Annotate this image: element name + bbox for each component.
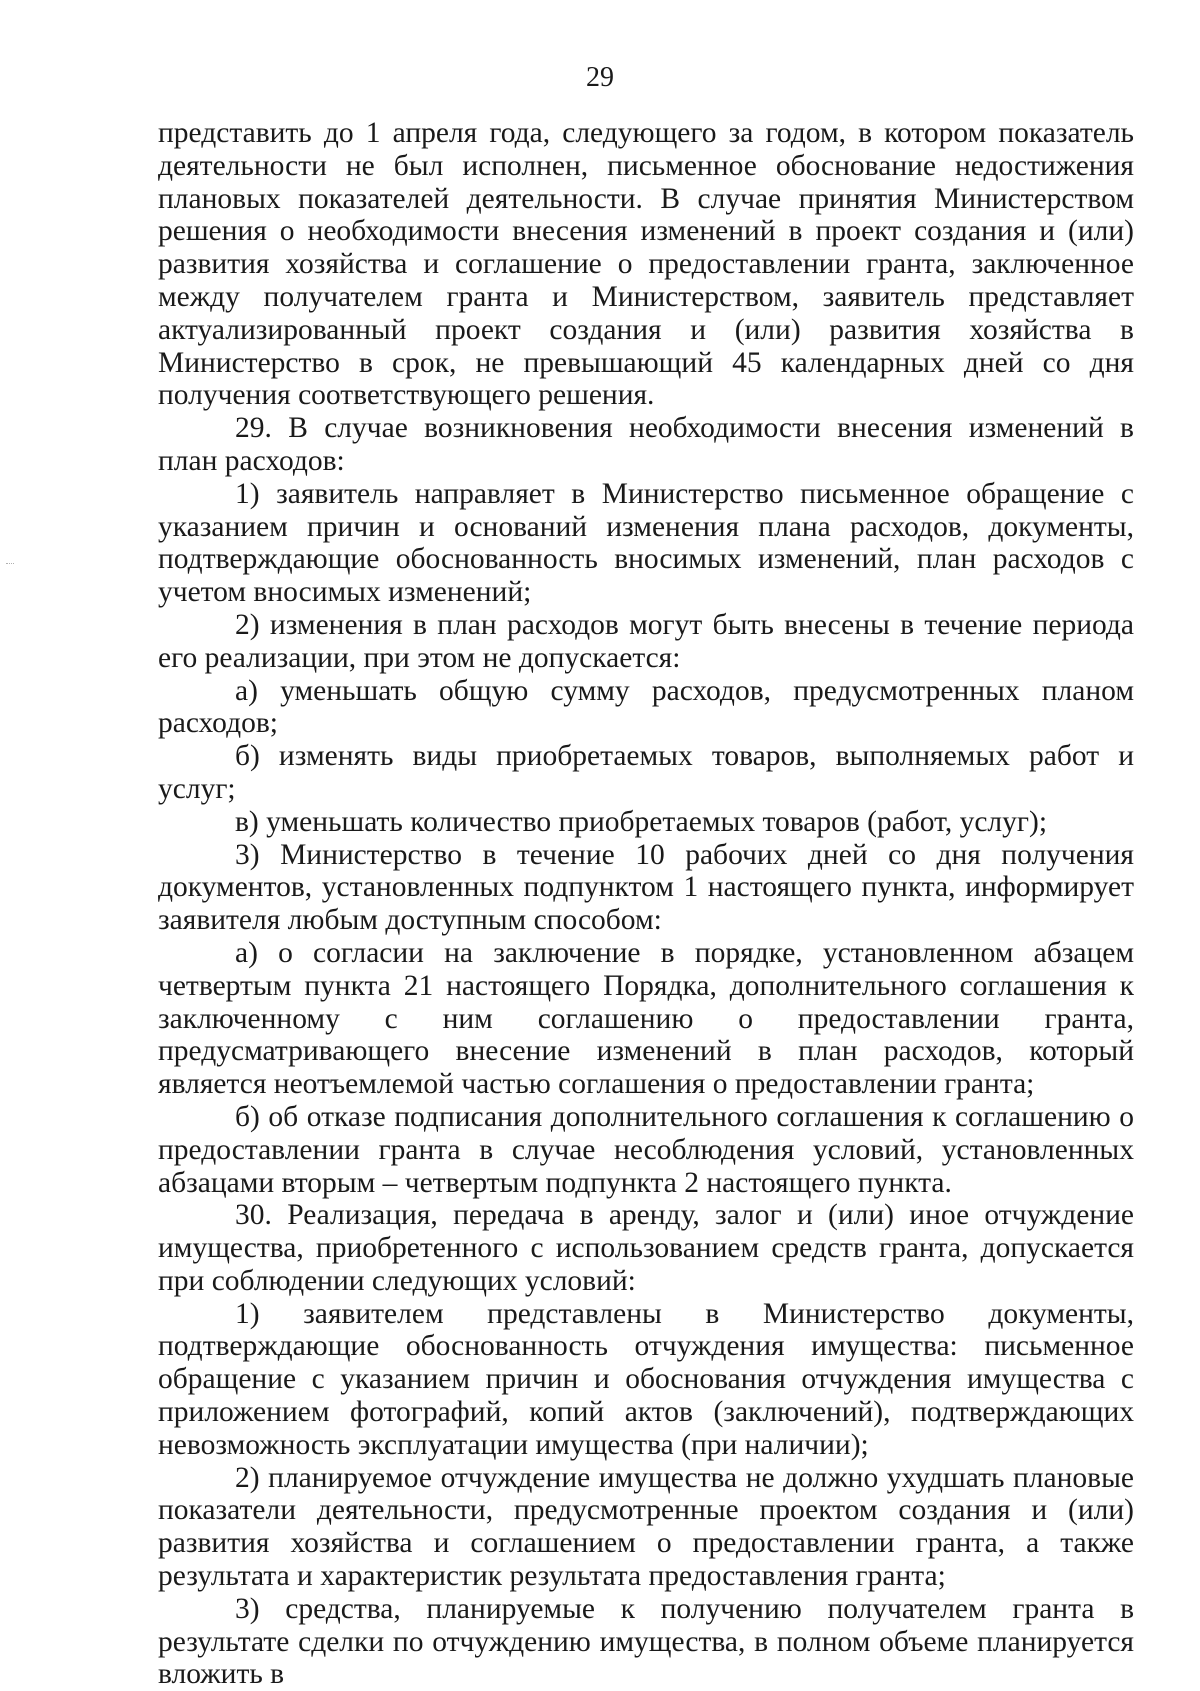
paragraph-29-item-3: 3) Министерство в течение 10 рабочих дней со дня получения документов, установленных подпунктом 1 настоящего пункта, информирует заявителя любым доступным способом:: [158, 838, 1134, 937]
paragraph-30: 30. Реализация, передача в аренду, залог и (или) иное отчуждение имущества, приобретенного с использованием средств гранта, допускается при соблюдении следующих условий:: [158, 1199, 1134, 1297]
paragraph-29-item-2v: в) уменьшать количество приобретаемых товаров (работ, услуг);: [235, 805, 1048, 838]
paragraph-30-item-1: 1) заявителем представлены в Министерство документы, подтверждающие обоснованность отчуждения имущества: письменное обращение с указанием причин и обоснования отчуждения имущества с приложением фотографий, копий актов (заключений), подтверждающих невозможность эксплуатации имущества (при наличии);: [158, 1297, 1134, 1461]
paragraph-29-item-3b: б) об отказе подписания дополнительного соглашения к соглашению о предоставлении гранта в случае несоблюдения условий, установленных абзацами вторым – четвертым подпункта 2 настоящего пункта.: [158, 1100, 1134, 1199]
paragraph-29: 29. В случае возникновения необходимости внесения изменений в план расходов:: [158, 412, 1134, 477]
paragraph-30-item-3: 3) средства, планируемые к получению получателем гранта в результате сделки по отчуждению имущества, в полном объеме планируется вложить в: [158, 1592, 1134, 1691]
paragraph-29-item-2a: а) уменьшать общую сумму расходов, предусмотренных планом расходов;: [158, 674, 1134, 740]
document-body: [158, 117, 1134, 1691]
scan-margin-mark: [6, 563, 14, 565]
paragraph-continuation: представить до 1 апреля года, следующего за годом, в котором показатель деятельности не был исполнен, письменное обоснование недостижения плановых показателей деятельности. В случае принятия Министерством решения о необходимости внесения изменений в проект создания и (или) развития хозяйства и соглашение о предоставлении гранта, заключенное между получателем гранта и Министерством, заявитель представляет актуализированный проект создания и (или) развития хозяйства в Министерство в срок, не превышающий 45 календарных дней со дня получения соответствующего решения.: [158, 117, 1134, 412]
paragraph-29-item-2b: б) изменять виды приобретаемых товаров, выполняемых работ и услуг;: [158, 740, 1134, 805]
page-number: 29: [586, 62, 614, 93]
paragraph-30-item-2: 2) планируемое отчуждение имущества не должно ухудшать плановые показатели деятельности, предусмотренные проектом создания и (или) развития хозяйства и соглашением о предоставлении гранта, а также результата и характеристик результата предоставления гранта;: [158, 1461, 1134, 1593]
paragraph-29-item-3a: а) о согласии на заключение в порядке, установленном абзацем четвертым пункта 21 настоящего Порядка, дополнительного соглашения к заключенному с ним соглашению о предоставлении гранта, предусматривающего внесение изменений в план расходов, который является неотъемлемой частью соглашения о предоставлении гранта;: [158, 936, 1134, 1101]
paragraph-29-item-1: 1) заявитель направляет в Министерство письменное обращение с указанием причин и оснований изменения плана расходов, документы, подтверждающие обоснованность вносимых изменений, план расходов с учетом вносимых изменений;: [158, 477, 1134, 609]
paragraph-29-item-2: 2) изменения в план расходов могут быть внесены в течение периода его реализации, при этом не допускается:: [158, 608, 1134, 674]
